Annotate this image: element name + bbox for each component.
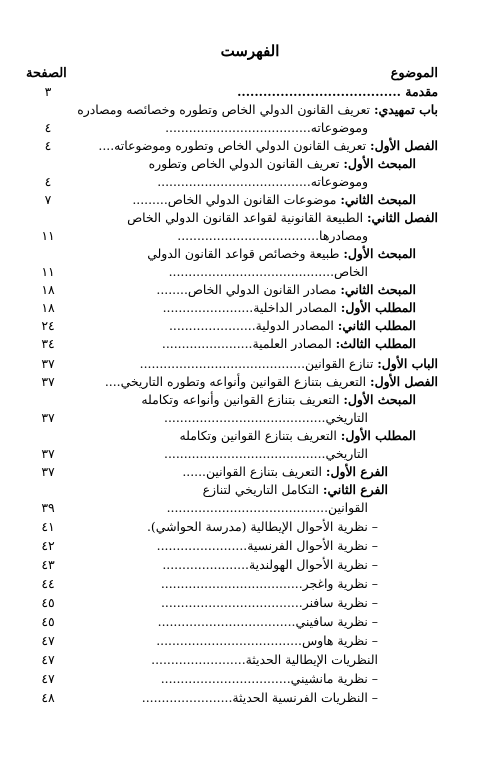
toc-entry-page-number: ٤ <box>44 138 52 153</box>
toc-entry-text <box>108 83 438 100</box>
toc-entry-text <box>86 191 416 208</box>
toc-entry <box>26 281 438 298</box>
toc-entry <box>26 391 438 408</box>
toc-entry <box>26 299 438 316</box>
toc-entry-title: – نظرية سافيني................................... <box>157 614 378 629</box>
toc-entry-page-number: ١١ <box>41 228 55 243</box>
toc-entry <box>26 613 438 630</box>
toc-entry-title: وموضوعاته....................................... <box>157 174 368 189</box>
toc-entry-text <box>68 173 368 190</box>
toc-entry-page-number: ٤ <box>44 174 52 189</box>
toc-entry-text <box>68 119 368 136</box>
toc-entry-title: التاريخي......................................... <box>164 446 368 461</box>
toc-entry-title: تعريف القانون الدولي الخاص وتطوره <box>148 156 344 171</box>
toc-entry-page-number: ٣٧ <box>41 464 55 479</box>
toc-entry-page-number: ٣٧ <box>41 374 55 389</box>
toc-entry-title: التاريخي......................................... <box>164 410 368 425</box>
toc-entry <box>26 594 438 611</box>
toc-entry-title: التعريف بتنازع القوانين وتكامله <box>179 428 341 443</box>
toc-entry-title: التعريف بتنازع القوانين وأنواعه وتكامله <box>141 392 344 407</box>
toc-entry-page-number: ٤٢ <box>41 538 55 553</box>
toc-entry <box>26 317 438 334</box>
toc-entry <box>26 227 438 244</box>
toc-entry <box>26 409 438 426</box>
toc-entry-page-number: ٤٧ <box>41 671 55 686</box>
toc-entry-title: – نظرية هاوس..................................... <box>156 633 378 648</box>
toc-entry-page-number: ١١ <box>41 264 55 279</box>
toc-entry-title: القوانين......................................... <box>166 500 368 515</box>
toc-entry <box>26 499 438 516</box>
toc-entry-label: المبحث الثاني: <box>340 192 416 207</box>
toc-entry-title: تعريف القانون الدولي الخاص وتطوره وموضوعاته.... <box>98 138 370 153</box>
toc-entry-label: المبحث الثاني: <box>340 282 416 297</box>
toc-entry <box>26 445 438 462</box>
toc-entry-title: النظريات الإيطالية الحديثة........................ <box>151 652 378 667</box>
toc-entry-title: الخاص.......................................... <box>168 264 368 279</box>
toc-entry-text <box>26 391 416 408</box>
toc-entry-label: الفرع الثاني: <box>322 482 388 497</box>
toc-entry-text <box>86 299 416 316</box>
toc-entry-text <box>78 499 368 516</box>
toc-entry <box>26 137 438 154</box>
toc-entry-text <box>68 632 378 649</box>
toc-entry-title: – نظرية الأحوال الفرنسية....................... <box>156 538 378 553</box>
toc-entry-text <box>68 137 438 154</box>
toc-entry-title: الطبيعة القانونية لقواعد القانون الدولي الخاص <box>127 210 367 225</box>
toc-entry-label: المطلب الثاني: <box>337 318 416 333</box>
toc-entry-page-number: ٣٧ <box>41 356 55 371</box>
toc-entry-text <box>68 537 378 554</box>
toc-entry <box>26 355 438 372</box>
toc-entry-label: الفصل الأول: <box>370 374 438 389</box>
toc-entry-page-number: ٣٤ <box>41 336 55 351</box>
toc-entry-page-number: ٣ <box>44 84 52 99</box>
toc-entry-title: وموضوعاته..................................... <box>165 120 368 135</box>
toc-entry-label: باب تمهيدي: <box>373 102 438 117</box>
toc-entry <box>26 263 438 280</box>
toc-entry-text <box>26 209 438 226</box>
toc-entry-label: الفصل الثاني: <box>366 210 438 225</box>
toc-entry-page-number: ٢٤ <box>41 318 55 333</box>
toc-entry-title: – نظرية الأحوال الهولندية...................... <box>162 557 378 572</box>
toc-entry-title: – نظرية سافنر.................................... <box>160 595 378 610</box>
toc-entry-label: المبحث الأول: <box>343 156 416 171</box>
toc-entry <box>26 209 438 226</box>
toc-entry-text <box>68 227 368 244</box>
toc-entry <box>26 119 438 136</box>
toc-entry-text <box>68 518 378 535</box>
toc-entry-label: الباب الأول: <box>377 356 438 371</box>
toc-entry-title: مصادر القانون الدولي الخاص........ <box>156 282 341 297</box>
toc-entry-text <box>68 651 378 668</box>
toc-entry-title: – نظرية واغجر.................................... <box>160 576 378 591</box>
toc-entry-title: المصادر الداخلية....................... <box>162 300 341 315</box>
toc-entry <box>26 373 438 390</box>
toc-entry-label: الفرع الأول: <box>325 464 388 479</box>
toc-entry-text <box>86 317 416 334</box>
toc-entry <box>26 670 438 687</box>
toc-entry-label: المطلب الأول: <box>340 300 416 315</box>
toc-entry-text <box>26 155 416 172</box>
toc-entry-title: – النظريات الفرنسية الحديثة....................... <box>141 690 378 705</box>
toc-entry-title: التعريف بتنازع القوانين...... <box>182 464 326 479</box>
toc-entry-title: التكامل التاريخي لتنازع <box>202 482 323 497</box>
toc-entry-text <box>68 556 378 573</box>
toc-entry-page-number: ٤٥ <box>41 595 55 610</box>
toc-entry-label: المبحث الأول: <box>343 392 416 407</box>
toc-entry-text <box>88 463 388 480</box>
toc-entry <box>26 518 438 535</box>
toc-entry <box>26 689 438 706</box>
toc-entry <box>26 651 438 668</box>
toc-entry <box>26 191 438 208</box>
toc-entry-text <box>68 689 378 706</box>
toc-entry-text <box>68 575 378 592</box>
toc-entry-page-number: ٤ <box>44 120 52 135</box>
toc-entry-page-number: ٤٣ <box>41 557 55 572</box>
toc-entry-page-number: ٤٧ <box>41 633 55 648</box>
toc-entry <box>26 556 438 573</box>
toc-entry <box>26 481 438 498</box>
toc-entry-label: الفصل الأول: <box>370 138 438 153</box>
topic-column-header: الموضوع <box>390 66 438 81</box>
toc-entry-page-number: ٤٥ <box>41 614 55 629</box>
page-column-header: الصفحة <box>26 66 67 81</box>
toc-entry-label: المطلب الثالث: <box>335 336 416 351</box>
toc-entry-page-number: ٤٤ <box>41 576 55 591</box>
toc-entry-text <box>68 355 438 372</box>
toc-entry-text <box>86 281 416 298</box>
toc-entry <box>26 335 438 352</box>
page-title: الفهرست <box>220 42 280 60</box>
toc-entry-title: – نظرية مانشيني................................. <box>160 671 378 686</box>
toc-entry-title: موضوعات القانون الدولي الخاص......... <box>132 192 341 207</box>
toc-entry-text <box>26 427 416 444</box>
toc-entry-title: تنازع القوانين.......................................... <box>139 356 378 371</box>
toc-entry <box>26 632 438 649</box>
toc-entry-page-number: ١٨ <box>41 300 55 315</box>
toc-entry-page-number: ٧ <box>44 192 52 207</box>
toc-entry-page-number: ٣٩ <box>41 500 55 515</box>
toc-entry-page-number: ٤٨ <box>41 690 55 705</box>
toc-entry <box>26 173 438 190</box>
toc-entry-title: مقدمة ...................................... <box>237 84 438 99</box>
toc-entry-text <box>68 409 368 426</box>
toc-entry-page-number: ٤٧ <box>41 652 55 667</box>
toc-entry-text <box>68 445 368 462</box>
toc-entry-page-number: ٣٧ <box>41 446 55 461</box>
toc-entry-title: التعريف بتنازع القوانين وأنواعه وتطوره التاريخي.... <box>104 374 370 389</box>
toc-entry-page-number: ٤١ <box>41 519 55 534</box>
toc-entry-title: المصادر العلمية....................... <box>161 336 336 351</box>
toc-entry-text <box>48 481 388 498</box>
toc-entry-text <box>26 245 416 262</box>
toc-entry <box>26 537 438 554</box>
toc-entry-text <box>68 670 378 687</box>
toc-entry-text <box>68 373 438 390</box>
toc-entry-page-number: ٣٧ <box>41 410 55 425</box>
toc-entry-text <box>68 594 378 611</box>
toc-entry-title: ومصادرها.................................... <box>177 228 368 243</box>
toc-entry <box>26 245 438 262</box>
toc-entry <box>26 427 438 444</box>
toc-entry-text <box>26 101 438 118</box>
toc-entry-label: المطلب الأول: <box>340 428 416 443</box>
toc-entry-text <box>86 335 416 352</box>
toc-entry <box>26 575 438 592</box>
toc-entry-label: المبحث الأول: <box>343 246 416 261</box>
toc-entry-page-number: ١٨ <box>41 282 55 297</box>
toc-entry <box>26 155 438 172</box>
toc-entry <box>26 463 438 480</box>
toc-entry-text <box>68 263 368 280</box>
toc-entry-title: – نظرية الأحوال الإيطالية (مدرسة الحواشي). <box>146 519 378 534</box>
toc-entry <box>26 83 438 100</box>
toc-entry <box>26 101 438 118</box>
toc-entry-title: تعريف القانون الدولي الخاص وتطوره وخصائصه ومصادره <box>77 102 374 117</box>
toc-entry-title: طبيعة وخصائص قواعد القانون الدولي <box>147 246 344 261</box>
toc-entry-text <box>68 613 378 630</box>
toc-entry-title: المصادر الدولية...................... <box>168 318 338 333</box>
